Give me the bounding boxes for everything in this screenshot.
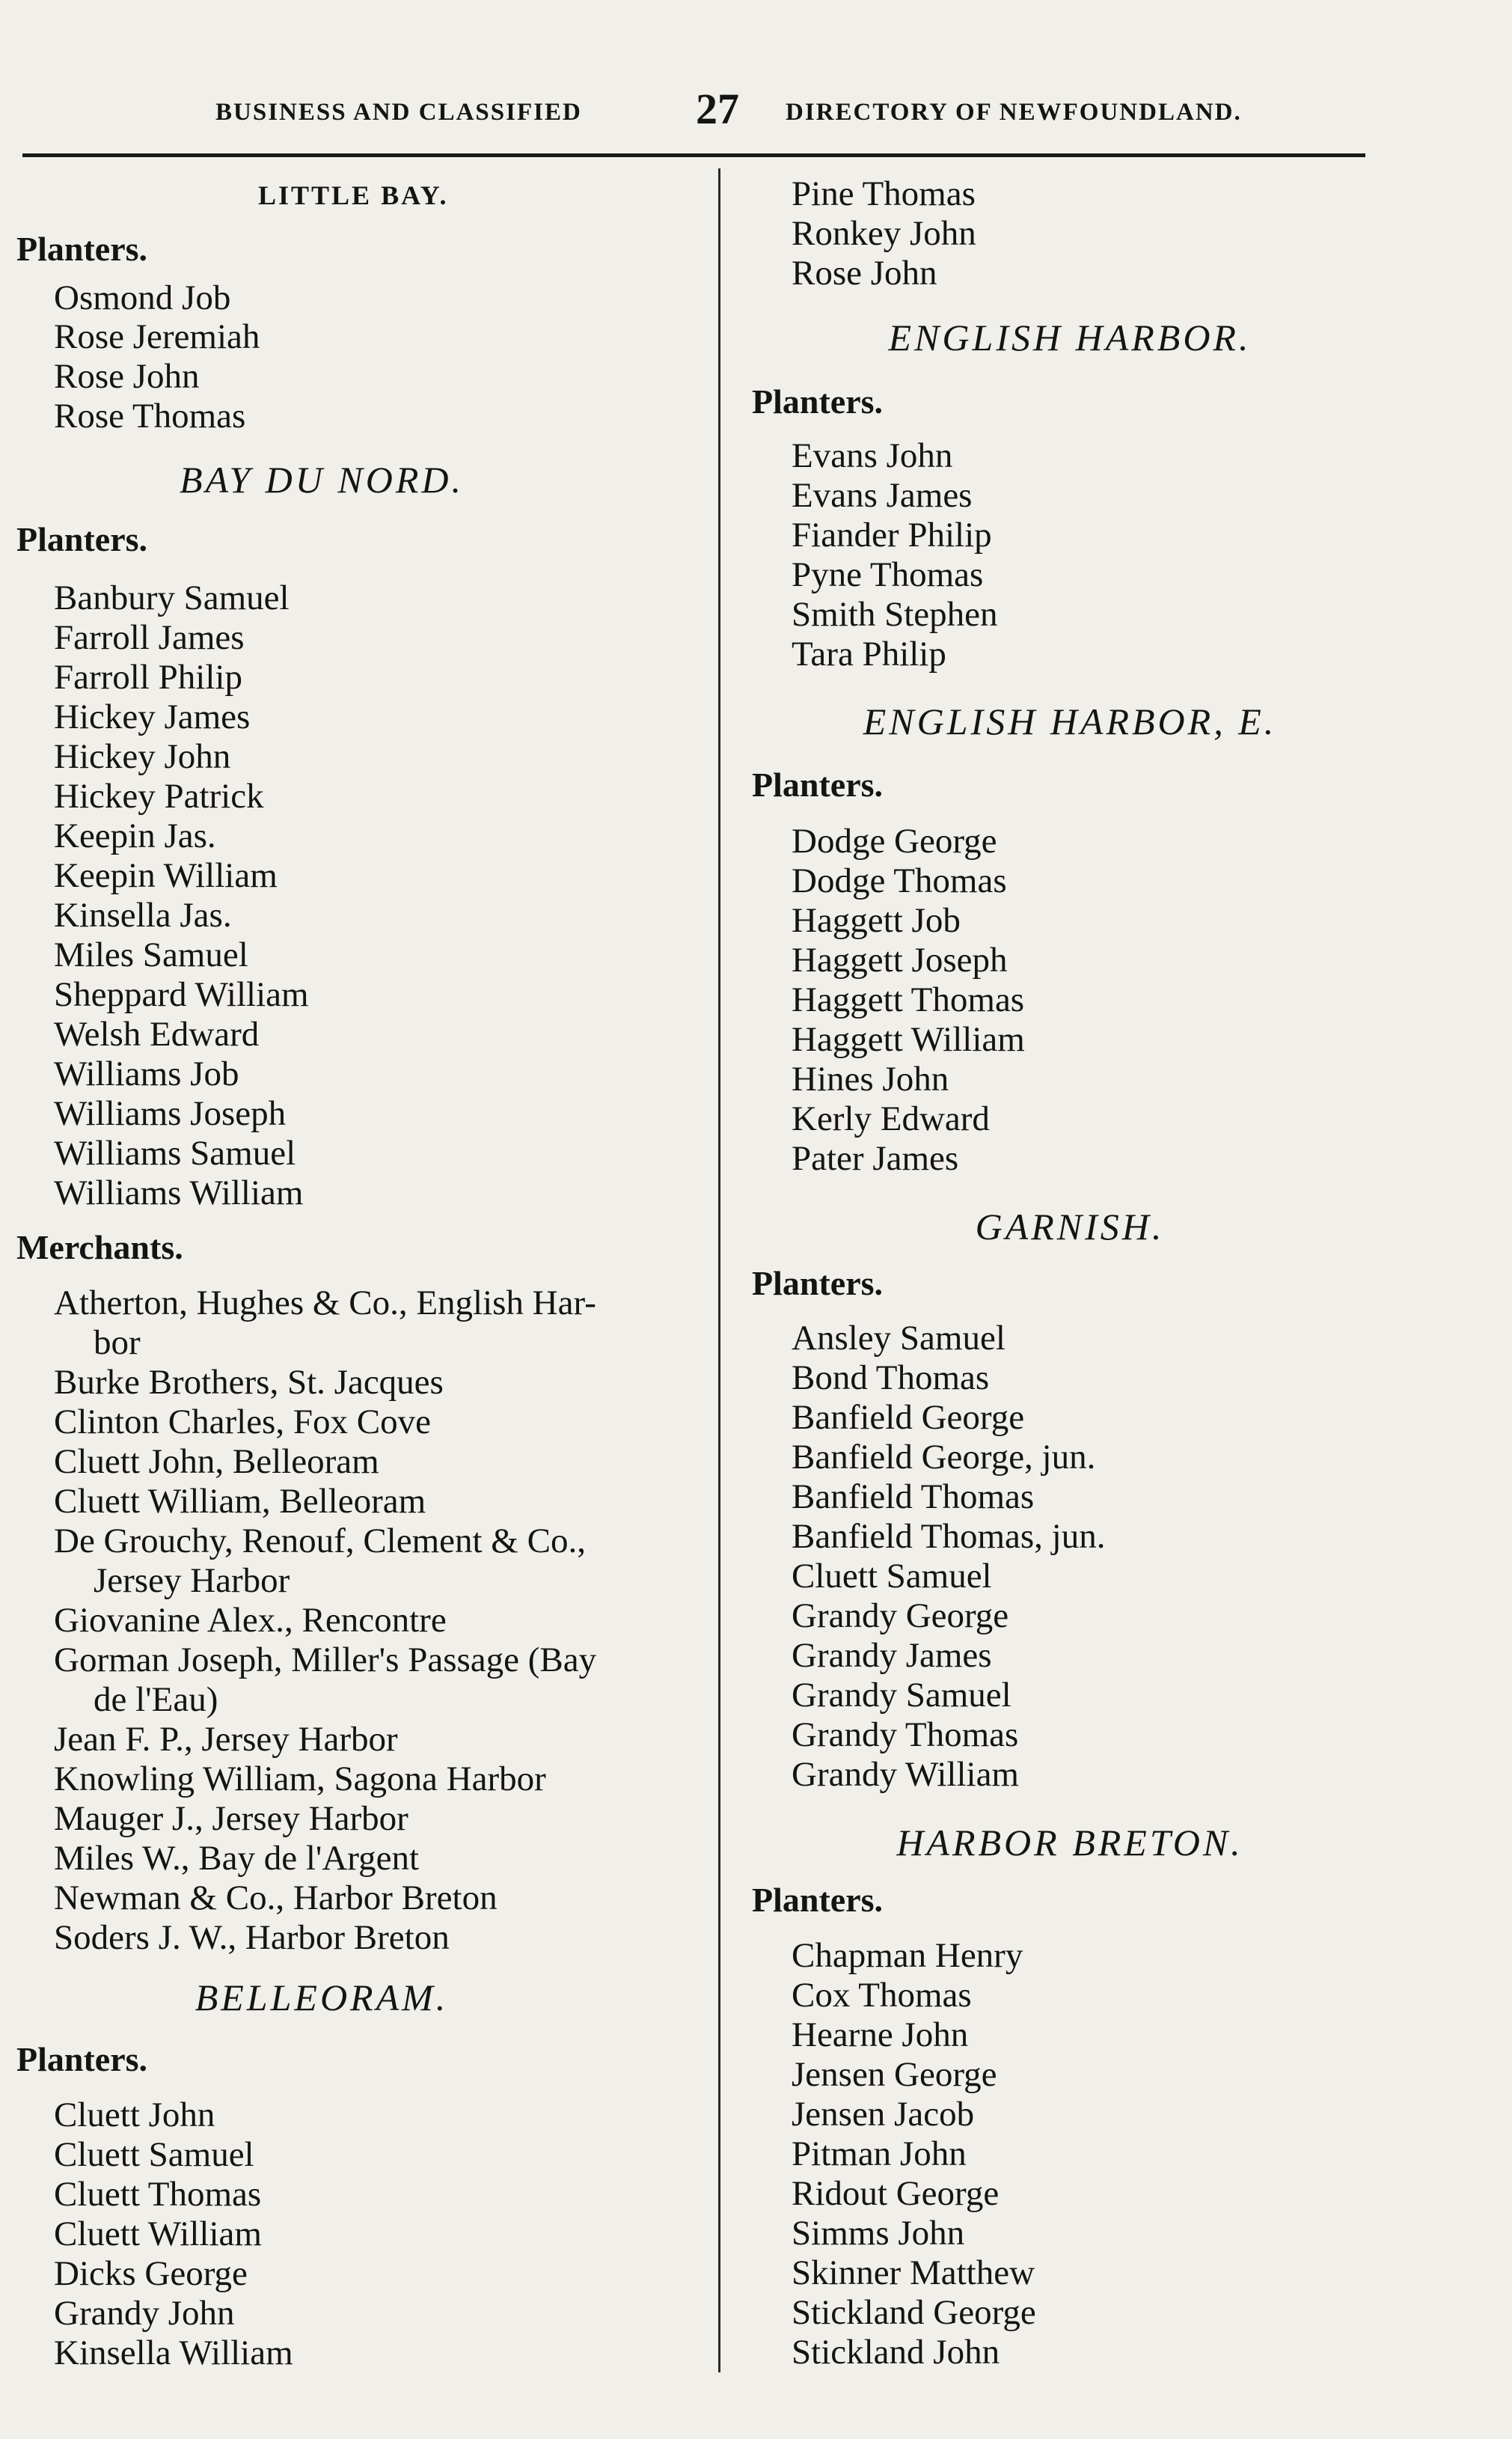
directory-entry: Banfield George xyxy=(792,1398,1025,1437)
directory-entry: Kinsella Jas. xyxy=(54,896,232,935)
section-category-label: Planters. xyxy=(752,1264,884,1302)
directory-entry: Rose Jeremiah xyxy=(54,317,260,356)
directory-entry: Osmond Job xyxy=(54,278,231,317)
directory-entry: Hickey John xyxy=(54,737,231,776)
directory-entry: Mauger J., Jersey Harbor xyxy=(54,1799,408,1838)
directory-entry: Stickland George xyxy=(792,2293,1036,2332)
directory-entry: Bond Thomas xyxy=(792,1358,990,1397)
town-heading-harbor-breton: HARBOR BRETON. xyxy=(896,1822,1243,1863)
directory-entry: Pyne Thomas xyxy=(792,555,984,594)
directory-entry: Hearne John xyxy=(792,2015,969,2054)
directory-entry: Knowling William, Sagona Harbor xyxy=(54,1759,546,1798)
directory-entry: Banfield Thomas xyxy=(792,1477,1035,1516)
section-category-label: Planters. xyxy=(752,1881,884,1919)
directory-entry: Cluett Samuel xyxy=(792,1557,992,1596)
directory-entry: Miles W., Bay de l'Argent xyxy=(54,1839,420,1878)
directory-entry: Williams Job xyxy=(54,1054,239,1093)
directory-entry: Dicks George xyxy=(54,2254,248,2293)
directory-entry: Giovanine Alex., Rencontre xyxy=(54,1601,447,1640)
directory-entry-continuation: de l'Eau) xyxy=(94,1680,218,1719)
directory-entry: Gorman Joseph, Miller's Passage (Bay xyxy=(54,1640,597,1679)
section-category-label: Planters. xyxy=(752,766,884,804)
directory-entry: Hickey James xyxy=(54,697,251,736)
directory-entry: Stickland John xyxy=(792,2333,1000,2372)
directory-entry: Cluett Thomas xyxy=(54,2175,262,2214)
directory-entry: Williams Samuel xyxy=(54,1134,296,1173)
directory-entry: Cluett John xyxy=(54,2095,215,2134)
directory-entry: Evans James xyxy=(792,476,973,515)
directory-entry: Tara Philip xyxy=(792,635,946,674)
directory-entry: Cluett John, Belleoram xyxy=(54,1442,379,1481)
directory-entry: Banbury Samuel xyxy=(54,579,290,617)
page-number: 27 xyxy=(696,85,739,133)
directory-entry: Ridout George xyxy=(792,2174,1000,2213)
directory-entry: Pitman John xyxy=(792,2134,967,2173)
section-category-label: Planters. xyxy=(752,382,884,421)
directory-entry: Jensen George xyxy=(792,2055,997,2094)
directory-entry: Grandy John xyxy=(54,2294,235,2333)
directory-entry: Cluett Samuel xyxy=(54,2135,254,2174)
directory-entry: Ronkey John xyxy=(792,214,976,253)
town-heading-english-harbor-e: ENGLISH HARBOR, E. xyxy=(863,700,1277,742)
section-category-label: Planters. xyxy=(16,2040,148,2078)
directory-entry: Newman & Co., Harbor Breton xyxy=(54,1878,498,1917)
directory-entry: Rose John xyxy=(54,357,200,396)
directory-entry: Grandy William xyxy=(792,1755,1019,1794)
header-left-title: BUSINESS AND CLASSIFIED xyxy=(215,99,582,126)
directory-entry: Williams Joseph xyxy=(54,1094,287,1133)
directory-entry: Haggett Job xyxy=(792,901,961,940)
directory-entry: Welsh Edward xyxy=(54,1015,260,1054)
section-category-label: Merchants. xyxy=(16,1228,183,1266)
page-header xyxy=(22,84,1369,136)
directory-entry: Sheppard William xyxy=(54,975,309,1014)
town-heading-garnish: GARNISH. xyxy=(975,1206,1165,1248)
town-heading-little-bay: LITTLE BAY. xyxy=(258,180,449,210)
directory-entry: Williams William xyxy=(54,1173,304,1212)
directory-entry: Grandy Thomas xyxy=(792,1715,1019,1754)
column-divider xyxy=(718,168,720,2372)
directory-entry: Haggett Joseph xyxy=(792,941,1008,980)
header-right-title: DIRECTORY OF NEWFOUNDLAND. xyxy=(786,99,1242,126)
directory-entry: Soders J. W., Harbor Breton xyxy=(54,1918,450,1957)
directory-entry: Skinner Matthew xyxy=(792,2253,1035,2292)
directory-entry: De Grouchy, Renouf, Clement & Co., xyxy=(54,1521,586,1560)
directory-entry: Fiander Philip xyxy=(792,516,992,555)
directory-entry-continuation: Jersey Harbor xyxy=(94,1561,290,1600)
directory-entry: Banfield George, jun. xyxy=(792,1438,1096,1477)
directory-entry: Banfield Thomas, jun. xyxy=(792,1517,1106,1556)
directory-entry: Dodge George xyxy=(792,822,997,861)
town-heading-english-harbor: ENGLISH HARBOR. xyxy=(888,317,1252,358)
directory-entry: Kerly Edward xyxy=(792,1099,990,1138)
town-heading-belleoram: BELLEORAM. xyxy=(195,1976,449,2018)
directory-entry: Kinsella William xyxy=(54,2333,293,2372)
directory-entry: Jean F. P., Jersey Harbor xyxy=(54,1720,398,1759)
directory-entry: Rose John xyxy=(792,254,937,293)
directory-entry: Haggett Thomas xyxy=(792,980,1025,1019)
directory-entry: Pine Thomas xyxy=(792,174,976,213)
directory-entry: Ansley Samuel xyxy=(792,1319,1006,1358)
directory-entry: Haggett William xyxy=(792,1020,1025,1059)
directory-entry: Cluett William, Belleoram xyxy=(54,1482,426,1521)
directory-entry: Grandy Samuel xyxy=(792,1676,1011,1715)
directory-entry: Evans John xyxy=(792,436,953,475)
directory-entry: Dodge Thomas xyxy=(792,861,1007,900)
section-category-label: Planters. xyxy=(16,230,148,268)
directory-entry: Hickey Patrick xyxy=(54,777,264,816)
directory-entry: Keepin William xyxy=(54,856,278,895)
directory-entry: Cox Thomas xyxy=(792,1976,972,2015)
directory-entry: Keepin Jas. xyxy=(54,816,216,855)
directory-entry-continuation: bor xyxy=(94,1323,141,1362)
directory-entry: Grandy George xyxy=(792,1596,1009,1635)
directory-entry: Rose Thomas xyxy=(54,397,246,436)
directory-entry: Farroll Philip xyxy=(54,658,242,697)
directory-entry: Atherton, Hughes & Co., English Har- xyxy=(54,1283,596,1322)
town-heading-bay-du-nord: BAY DU NORD. xyxy=(180,459,464,501)
directory-entry: Pater James xyxy=(792,1139,959,1178)
directory-entry: Burke Brothers, St. Jacques xyxy=(54,1363,444,1402)
directory-entry: Jensen Jacob xyxy=(792,2095,975,2134)
directory-entry: Farroll James xyxy=(54,618,245,657)
directory-entry: Grandy James xyxy=(792,1636,992,1675)
directory-entry: Chapman Henry xyxy=(792,1936,1023,1975)
directory-entry: Smith Stephen xyxy=(792,595,998,634)
header-rule xyxy=(22,153,1365,157)
directory-entry: Cluett William xyxy=(54,2214,262,2253)
section-category-label: Planters. xyxy=(16,520,148,558)
directory-entry: Hines John xyxy=(792,1060,949,1099)
directory-entry: Simms John xyxy=(792,2214,965,2253)
directory-entry: Miles Samuel xyxy=(54,935,248,974)
directory-entry: Clinton Charles, Fox Cove xyxy=(54,1402,431,1441)
